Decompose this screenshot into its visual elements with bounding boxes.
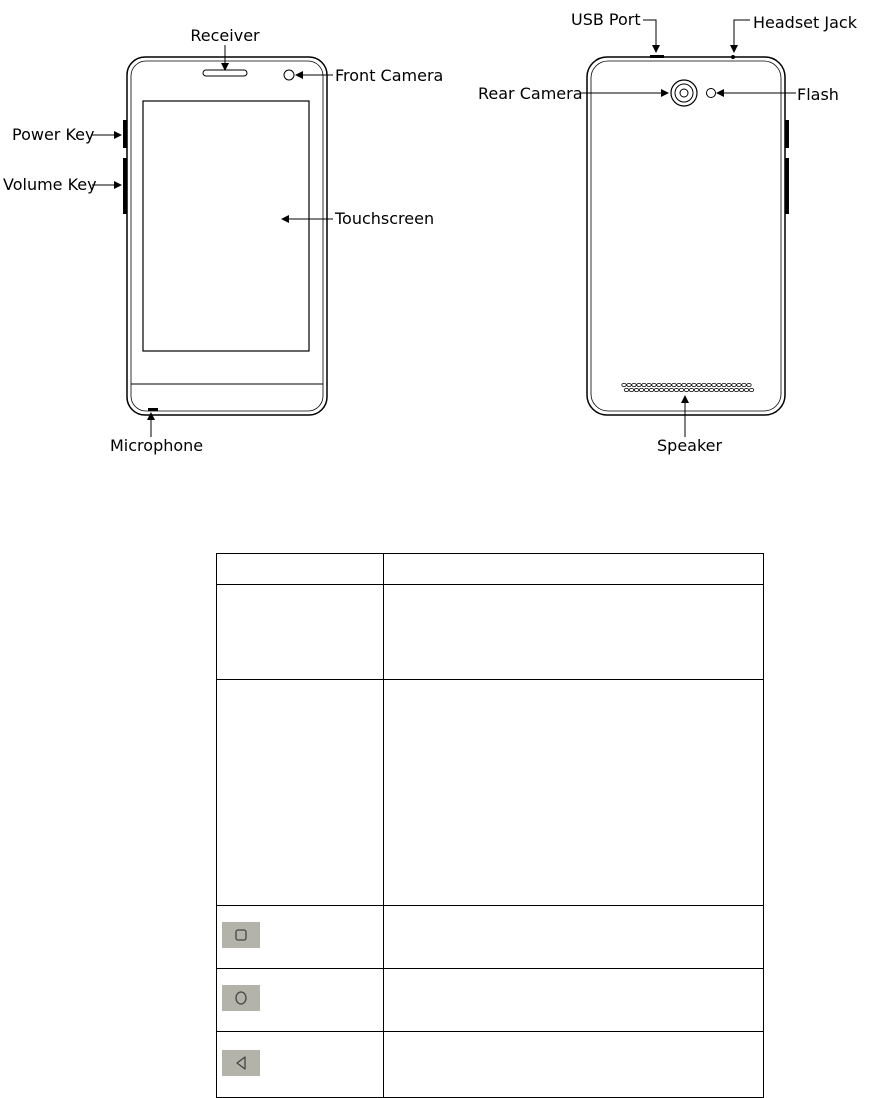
speaker-hole [699, 388, 703, 391]
speaker-hole [719, 388, 723, 391]
speaker-hole [644, 388, 648, 391]
usb-port-slot [650, 55, 664, 58]
speaker-hole [724, 388, 728, 391]
table-cell [384, 906, 764, 969]
power-key-label: Power Key [12, 125, 95, 144]
speaker-hole [674, 388, 678, 391]
table-row [217, 585, 764, 680]
power-key-button [123, 120, 127, 148]
speaker-hole [704, 388, 708, 391]
microphone-hole [148, 408, 158, 411]
speaker-hole [632, 383, 636, 386]
front-phone-inner-edge [131, 61, 323, 411]
speaker-hole [669, 388, 673, 391]
speaker-hole [649, 388, 653, 391]
home-icon [222, 985, 260, 1011]
speaker-hole [694, 388, 698, 391]
front-phone-body [127, 57, 327, 415]
speaker-hole [722, 383, 726, 386]
flash-label: Flash [797, 85, 839, 104]
flash-lens [707, 89, 716, 98]
side-button-lower [785, 158, 789, 214]
key-description-table [216, 553, 764, 1098]
speaker-hole [662, 383, 666, 386]
front-camera-label: Front Camera [335, 66, 444, 85]
back-phone-body [587, 57, 785, 415]
speaker-hole [734, 388, 738, 391]
table-cell [384, 585, 764, 680]
speaker-hole [634, 388, 638, 391]
speaker-hole [629, 388, 633, 391]
volume-key-label: Volume Key [3, 175, 97, 194]
speaker-hole [744, 388, 748, 391]
speaker-hole [707, 383, 711, 386]
speaker-hole [692, 383, 696, 386]
speaker-hole [647, 383, 651, 386]
speaker-hole [727, 383, 731, 386]
speaker-hole [739, 388, 743, 391]
table-cell [217, 969, 384, 1032]
table-row [217, 906, 764, 969]
speaker-hole [717, 383, 721, 386]
speaker-hole [697, 383, 701, 386]
volume-key-button [123, 158, 127, 214]
speaker-hole [742, 383, 746, 386]
speaker-hole [639, 388, 643, 391]
speaker-hole [627, 383, 631, 386]
touchscreen-area [143, 101, 309, 351]
speaker-hole [652, 383, 656, 386]
table-cell [217, 680, 384, 906]
table-row [217, 1032, 764, 1098]
speaker-hole [659, 388, 663, 391]
speaker-hole [712, 383, 716, 386]
table-cell [384, 554, 764, 585]
table-row [217, 969, 764, 1032]
speaker-hole [749, 388, 753, 391]
speaker-hole [672, 383, 676, 386]
speaker-hole [729, 388, 733, 391]
speaker-hole [682, 383, 686, 386]
touchscreen-label: Touchscreen [335, 209, 435, 228]
usb-port-label: USB Port [571, 10, 641, 29]
speaker-label: Speaker [657, 436, 723, 455]
speaker-hole [642, 383, 646, 386]
microphone-label: Microphone [110, 436, 204, 455]
table-header-row [217, 554, 764, 585]
receiver-slot [203, 70, 247, 76]
back-icon [222, 1050, 260, 1076]
speaker-hole [687, 383, 691, 386]
speaker-hole [677, 383, 681, 386]
speaker-hole [679, 388, 683, 391]
front-camera-lens [284, 70, 294, 80]
speaker-hole [737, 383, 741, 386]
speaker-hole [732, 383, 736, 386]
front-view [3, 26, 443, 455]
side-button-upper [785, 120, 789, 148]
speaker-hole [622, 383, 626, 386]
back-view [478, 10, 858, 455]
speaker-hole [667, 383, 671, 386]
rear-camera-label: Rear Camera [478, 84, 583, 103]
table-cell [217, 585, 384, 680]
table-cell [384, 680, 764, 906]
table-row [217, 680, 764, 906]
table-cell [384, 1032, 764, 1098]
speaker-hole [709, 388, 713, 391]
speaker-hole [714, 388, 718, 391]
speaker-hole [664, 388, 668, 391]
table-cell [217, 554, 384, 585]
back-phone-inner-edge [591, 61, 781, 411]
table-cell [217, 906, 384, 969]
speaker-hole [657, 383, 661, 386]
receiver-label: Receiver [190, 26, 260, 45]
table-cell [217, 1032, 384, 1098]
speaker-hole [702, 383, 706, 386]
speaker-grille [622, 383, 754, 391]
speaker-hole [689, 388, 693, 391]
headset-jack-hole [731, 55, 735, 59]
speaker-hole [624, 388, 628, 391]
headset-jack-label: Headset Jack [753, 13, 857, 32]
table-cell [384, 969, 764, 1032]
phone-diagram [0, 0, 877, 540]
speaker-hole [654, 388, 658, 391]
speaker-hole [684, 388, 688, 391]
recent-apps-icon [222, 922, 260, 948]
speaker-hole [747, 383, 751, 386]
speaker-hole [637, 383, 641, 386]
